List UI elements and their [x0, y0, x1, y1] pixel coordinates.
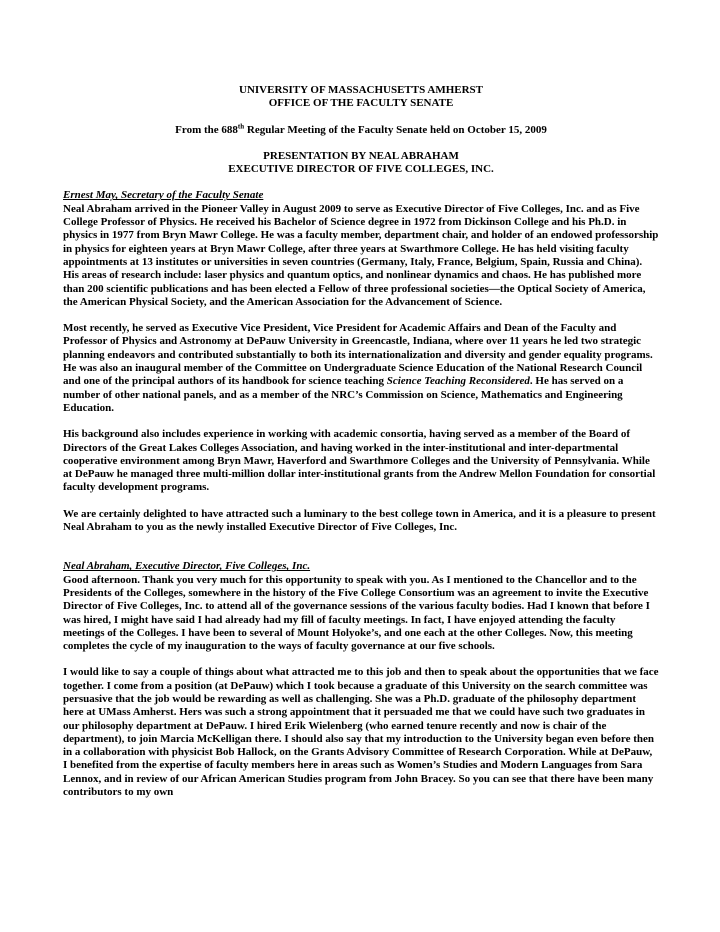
book-title: Science Teaching Reconsidered [386, 375, 530, 388]
paragraph: Good afternoon. Thank you very much for this opportunity to speak with you. As I mentioned to the Chancellor and to the Presidents of the Colleges, somewhere in the history of the Five College Consortium was an agreement to invite the Executive Director of Five Colleges, Inc. to attend all of the governance sessions of the various faculty bodies. Had I known that before I was hired, I might have said I had already had my fill of faculty meetings. In fact, I have enjoyed attending the faculty meetings of the Colleges. I have been to several of Mount Holyoke’s, and one each at the other Colleges. Now, this meeting completes the cycle of my inauguration to the ways of faculty governance at our five schools. [63, 573, 650, 653]
section-remarks [63, 560, 659, 799]
meeting-line-post: Regular Meeting of the Faculty Senate held on October 15, 2009 [244, 123, 547, 136]
speaker-label: Ernest May, Secretary of the Faculty Senate [63, 189, 264, 202]
section-introduction [63, 189, 659, 534]
paragraph: Neal Abraham arrived in the Pioneer Valley in August 2009 to serve as Executive Director of Five Colleges, Inc. and as Five College Professor of Physics. He received his Bachelor of Science degree in 1972 from Dickinson College and his Ph.D. in physics in 1977 from Bryn Mawr College. He was a faculty member, department chair, and holder of an endowed professorship in physics for eighteen years at Bryn Mawr College, after three years at Swarthmore College. He has held visiting faculty appointments at 13 institutes or universities in seven countries (Germany, Italy, France, Belgium, Spain, Russia and China). His areas of research include: laser physics and quantum optics, and nonlinear dynamics and chaos. He has published more than 200 scientific publications and has been elected a Fellow of three professional societies—the Optical Society of America, the American Physical Society, and the American Association for the Advancement of Science. [63, 202, 659, 308]
office-name: OFFICE OF THE FACULTY SENATE [268, 97, 454, 110]
document-page [63, 84, 659, 799]
spacer [63, 137, 659, 150]
university-name: UNIVERSITY OF MASSACHUSETTS AMHERST [239, 84, 483, 96]
paragraph: His background also includes experience in working with academic consortia, having served as a member of the Board of Directors of the Great Lakes Colleges Association, and having worked in the inter-institutional and inter-departmental cooperative environment among Bryn Mawr, Haverford and Swarthmore Colleges and the University of Pennsylvania. While at DePauw he managed three multi-million dollar inter-institutional grants from the Andrew Mellon Foundation for consortial faculty development programs. [63, 428, 656, 494]
paragraph-text: . He has served on a number of other national panels, and as a member of the NRC’s Commission on Science, Mathematics and Engineering Education. [63, 375, 624, 414]
speaker-label: Neal Abraham, Executive Director, Five Colleges, Inc. [63, 560, 311, 573]
document-header [63, 84, 659, 176]
spacer [63, 653, 659, 666]
spacer [63, 415, 659, 428]
meeting-line [63, 121, 659, 137]
spacer [63, 111, 659, 124]
meeting-ordinal-suffix: th [237, 121, 245, 130]
meeting-line-pre: From the 688 [175, 123, 238, 136]
paragraph: I would like to say a couple of things about what attracted me to this job and then to speak about the opportunities that we face together. I come from a position (at DePauw) which I took because a graduate of this University on the search committee was persuasive that the job would be rewarding as well as challenging. She was a Ph.D. graduate of the philosophy department here at UMass Amherst. Hers was such a strong appointment that it persuaded me that we could have such two graduates in our philosophy department at DePauw. I hired Erik Wielenberg (who earned tenure recently and now is chair of the department), to join Marcia McKelligan there. I should also say that my introduction to the University began even before then in a collaboration with physicist Bob Hallock, on the Grants Advisory Committee of Research Corporation. While at DePauw, I benefited from the expertise of faculty members here in areas such as Women’s Studies and Modern Languages from Sara Lennox, and in review of our African American Studies program from John Bracey. So you can see that there have been many contributors to my own [63, 666, 659, 799]
director-title: EXECUTIVE DIRECTOR OF FIVE COLLEGES, INC. [228, 163, 494, 176]
paragraph [63, 322, 659, 415]
paragraph: We are certainly delighted to have attracted such a luminary to the best college town in America, and it is a pleasure to present Neal Abraham to you as the newly installed Executive Director of Five Colleges, Inc. [63, 507, 656, 534]
spacer [63, 309, 659, 322]
presentation-title: PRESENTATION BY NEAL ABRAHAM [263, 149, 459, 162]
spacer [63, 176, 659, 189]
spacer [63, 495, 659, 508]
paragraph-text: Most recently, he served as Executive Vice President, Vice President for Academic Affairs and Dean of the Faculty and Professor of Physics and Astronomy at DePauw University in Greencastle, Indiana, where over 11 years he led two strategic planning endeavors and contributed substantially to both its internationalization and diversity and gender equality programs. He was also an inaugural member of the Committee on Undergraduate Science Education of the National Research Council and one of the principal authors of its handbook for science teaching [63, 322, 653, 388]
spacer [63, 534, 659, 560]
